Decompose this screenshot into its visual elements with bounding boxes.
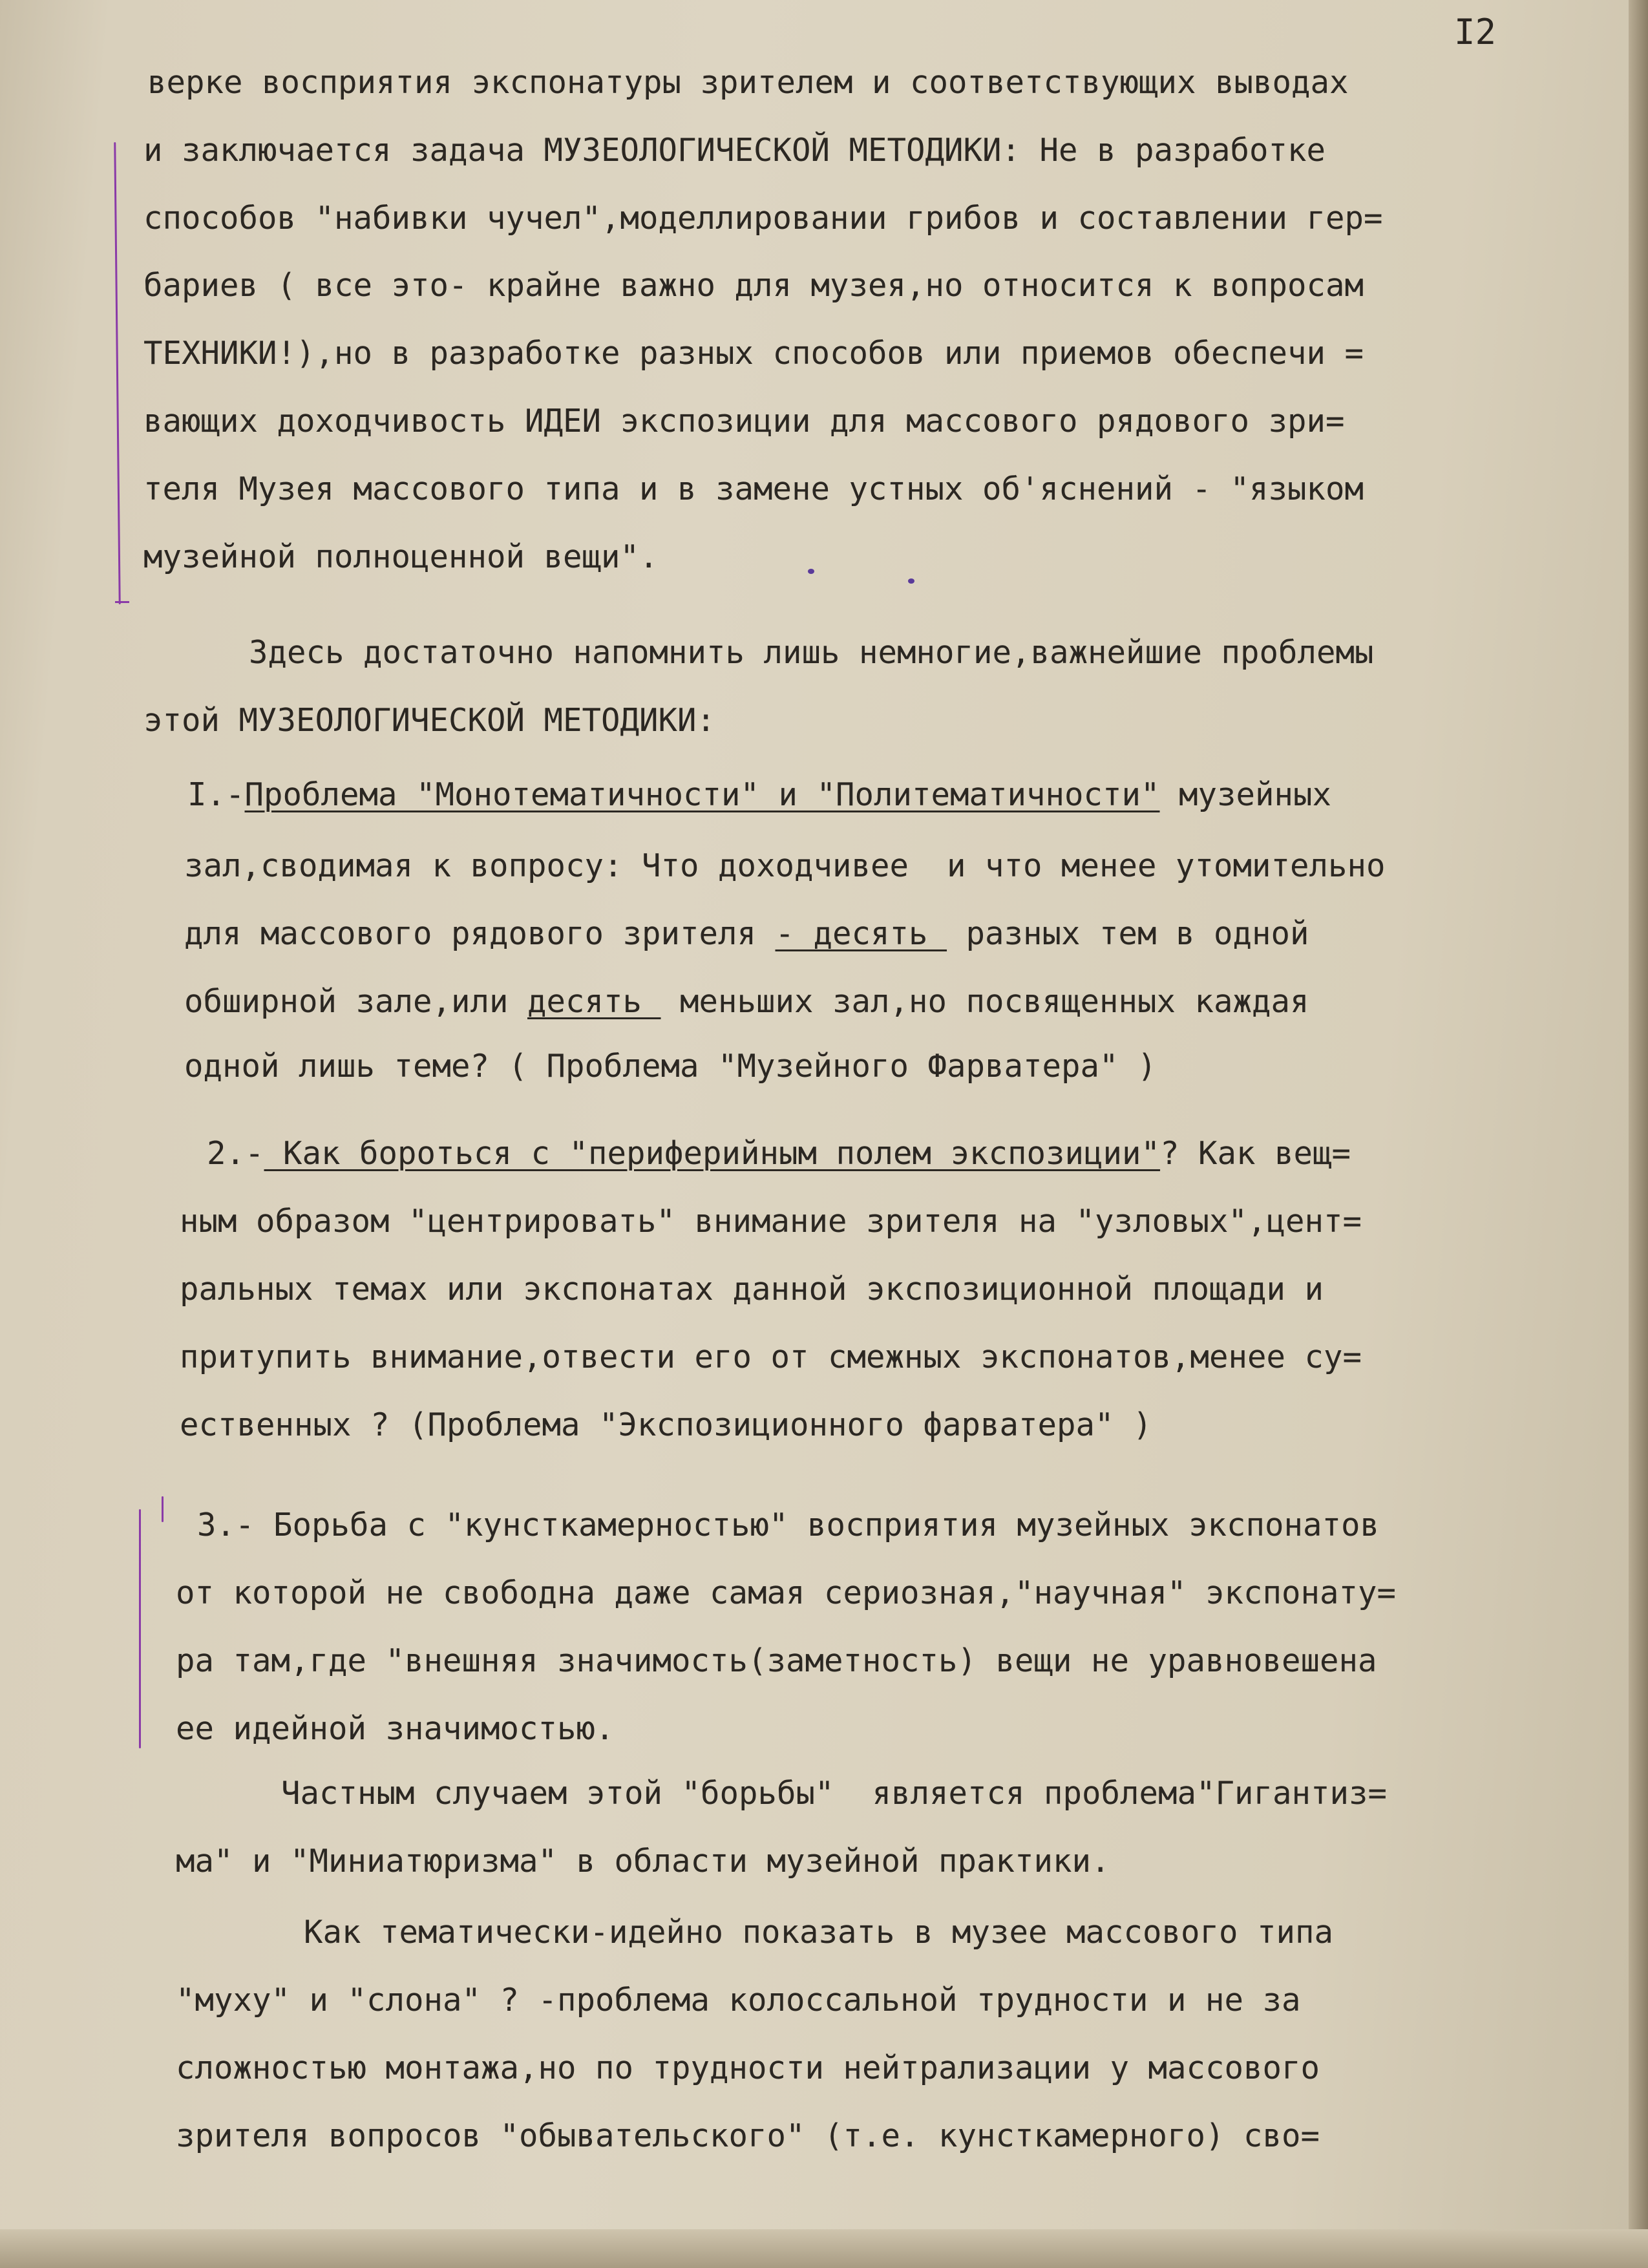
page-number: I2 <box>1454 12 1497 52</box>
ink-dot-mark <box>808 569 814 574</box>
text-line-22: от которой не свободна даже самая сериозная,"научная" экспонату= <box>176 1574 1397 1611</box>
text-line-23: ра там,где "внешняя значимость(заметность) вещи не уравновешена <box>176 1642 1377 1679</box>
text-line-1: верке восприятия экспонатуры зрителем и соответствующих выводах <box>147 64 1349 101</box>
text-line-17: ным образом "центрировать" внимание зрителя на "узловых",цент= <box>180 1203 1362 1240</box>
text-line-20: ественных ? (Проблема "Экспозиционного фарватера" ) <box>180 1406 1152 1443</box>
text-line-19: притупить внимание,отвести его от смежных экспонатов,менее су= <box>180 1339 1362 1375</box>
text-line-8: музейной полноценной вещи". <box>143 538 659 575</box>
text-line-13: для массового рядового зрителя - десять разных тем в одной <box>184 915 1309 952</box>
text-line-14: обширной зале,или десять меньших зал,но посвященных каждая <box>184 983 1309 1020</box>
text-line-21: 3.- Борьба с "кунсткамерностью" восприятия музейных экспонатов <box>197 1507 1380 1543</box>
margin-bracket-tick <box>115 601 129 603</box>
margin-bracket-mark <box>114 142 120 604</box>
text-line-25: Частным случаем этой "борьбы" является проблема"Гигантиз= <box>281 1775 1388 1812</box>
text-line-4: бариев ( все это- крайне важно для музея,но относится к вопросам <box>143 267 1364 304</box>
ink-dot-mark-2 <box>908 578 914 584</box>
text-line-6: вающих доходчивость ИДЕИ экспозиции для массового рядового зри= <box>143 403 1345 440</box>
text-line-12: зал,сводимая к вопросу: Что доходчивее и что менее утомительно <box>184 847 1386 884</box>
text-line-29: сложностью монтажа,но по трудности нейтрализации у массового <box>176 2050 1320 2086</box>
page-bottom-edge <box>0 2229 1648 2268</box>
text-line-28: "муху" и "слона" ? -проблема колоссальной трудности и не за <box>176 1982 1301 2019</box>
text-line-2: и заключается задача МУЗЕОЛОГИЧЕСКОЙ МЕТОДИКИ: Не в разработке <box>143 132 1326 169</box>
text-line-26: ма" и "Миниатюризма" в области музейной практики. <box>176 1843 1110 1880</box>
text-line-30: зрителя вопросов "обывательского" (т.е. кунсткамерного) сво= <box>176 2117 1320 2154</box>
text-line-7: теля Музея массового типа и в замене устных об'яснений - "языком <box>143 471 1364 507</box>
text-line-11: I.-Проблема "Монотематичности" и "Политематичности" музейных <box>187 776 1332 813</box>
page-right-edge <box>1629 0 1648 2268</box>
margin-tick-mark <box>162 1496 164 1522</box>
text-line-24: ее идейной значимостью. <box>176 1710 615 1747</box>
text-line-18: ральных темах или экспонатах данной экспозиционной площади и <box>180 1271 1324 1308</box>
text-line-27: Как тематически-идейно показать в музее массового типа <box>304 1914 1334 1951</box>
text-line-10: этой МУЗЕОЛОГИЧЕСКОЙ МЕТОДИКИ: <box>143 702 716 739</box>
text-line-16: 2.- Как бороться с "периферийным полем экспозиции"? Как вещ= <box>207 1135 1351 1172</box>
text-line-5: ТЕХНИКИ!),но в разработке разных способов или приемов обеспечи = <box>143 335 1364 372</box>
margin-bracket-mark-2 <box>139 1509 141 1748</box>
text-line-9: Здесь достаточно напомнить лишь немногие,важнейшие проблемы <box>249 634 1374 671</box>
text-line-3: способов "набивки чучел",моделлировании грибов и составлении гер= <box>143 200 1383 237</box>
text-line-15: одной лишь теме? ( Проблема "Музейного Фарватера" ) <box>184 1048 1157 1085</box>
